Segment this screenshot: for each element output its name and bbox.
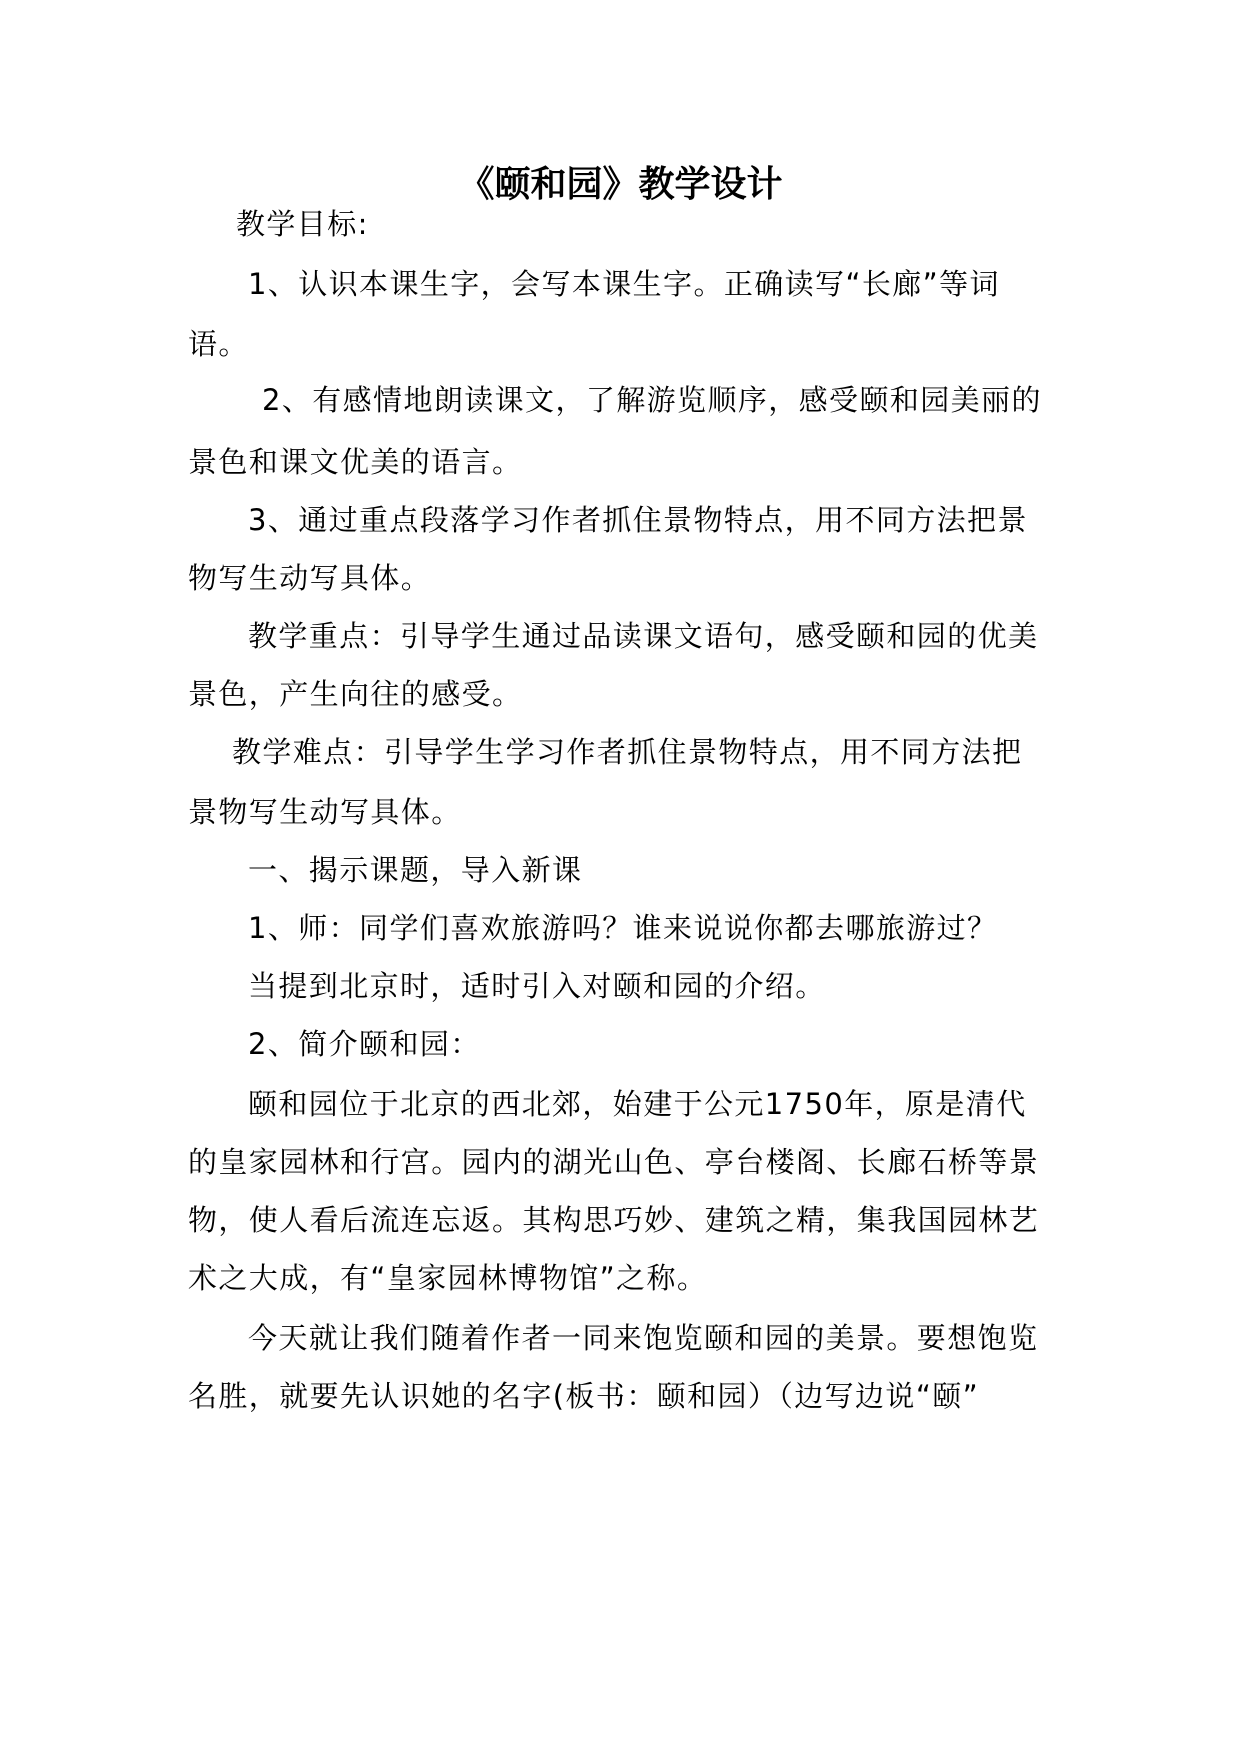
- step-1-line: 1、师：同学们喜欢旅游吗？谁来说说你都去哪旅游过？: [248, 911, 998, 945]
- document-title: 《颐和园》教学设计: [458, 164, 783, 205]
- key-point-line-2: 景色，产生向往的感受。: [188, 677, 523, 711]
- goal-1-line-2: 语。: [188, 327, 249, 361]
- today-line-2: 名胜，就要先认识她的名字(板书：颐和园）（边写边说“颐”: [188, 1379, 980, 1413]
- goal-3-line-1: 3、通过重点段落学习作者抓住景物特点，用不同方法把景: [248, 503, 1028, 537]
- section-1-heading: 一、揭示课题，导入新课: [248, 853, 583, 887]
- goal-2-line-1: 2、有感情地朗读课文，了解游览顺序，感受颐和园美丽的: [262, 383, 1042, 417]
- heading-teaching-goals: 教学目标:: [236, 207, 369, 241]
- goal-1-line-1: 1、认识本课生字，会写本课生字。正确读写“长廊”等词: [248, 267, 1000, 301]
- step-1-note: 当提到北京时，适时引入对颐和园的介绍。: [248, 969, 826, 1003]
- intro-line-1: 颐和园位于北京的西北郊，始建于公元1750年，原是清代: [248, 1087, 1027, 1121]
- difficulty-line-1: 教学难点：引导学生学习作者抓住景物特点，用不同方法把: [232, 735, 1023, 769]
- step-2-heading: 2、简介颐和园：: [248, 1027, 481, 1061]
- intro-line-4: 术之大成，有“皇家园林博物馆”之称。: [188, 1261, 708, 1295]
- goal-2-line-2: 景色和课文优美的语言。: [188, 445, 523, 479]
- intro-line-3: 物，使人看后流连忘返。其构思巧妙、建筑之精，集我国园林艺: [188, 1203, 1040, 1237]
- key-point-line-1: 教学重点：引导学生通过品读课文语句，感受颐和园的优美: [248, 619, 1039, 653]
- goal-3-line-2: 物写生动写具体。: [188, 561, 432, 595]
- today-line-1: 今天就让我们随着作者一同来饱览颐和园的美景。要想饱览: [248, 1321, 1039, 1355]
- difficulty-line-2: 景物写生动写具体。: [188, 795, 462, 829]
- intro-line-2: 的皇家园林和行宫。园内的湖光山色、亭台楼阁、长廊石桥等景: [188, 1145, 1040, 1179]
